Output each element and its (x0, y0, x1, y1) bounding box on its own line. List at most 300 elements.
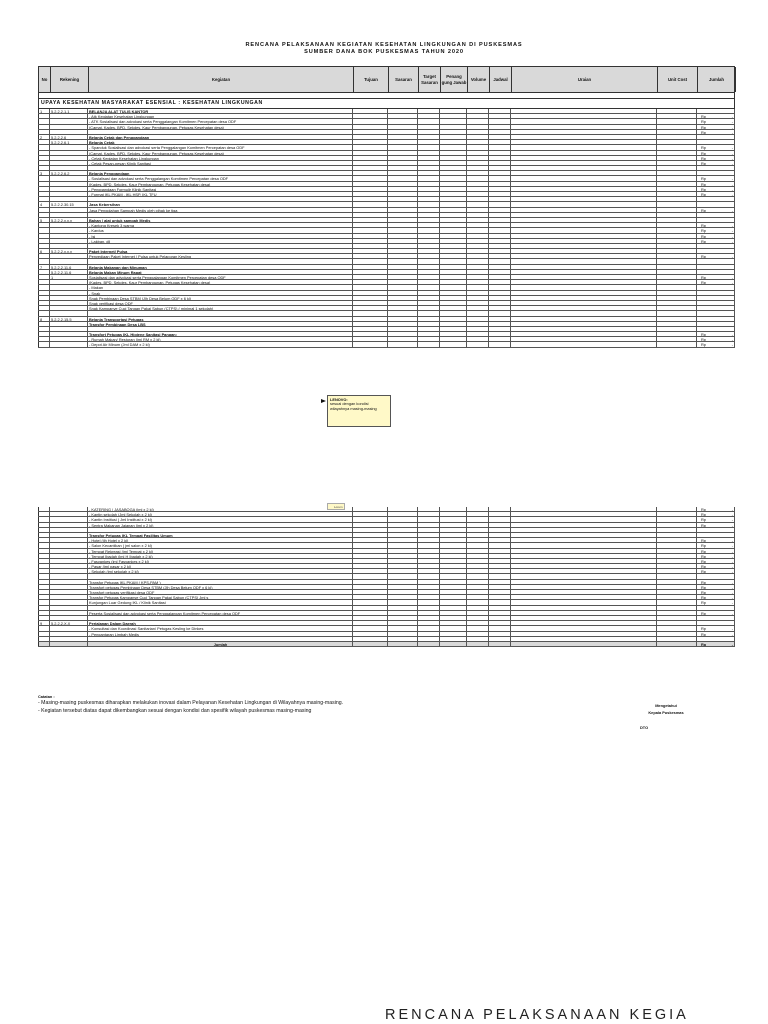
cell-jadwal[interactable] (489, 606, 511, 610)
cell-target-sasaran[interactable] (418, 156, 440, 160)
cell-penanggung-jawab[interactable] (440, 239, 467, 243)
cell-rekening[interactable] (50, 569, 88, 573)
cell-jumlah[interactable] (697, 130, 735, 134)
cell-sasaran[interactable] (388, 533, 418, 537)
cell-unit-cost[interactable] (657, 119, 697, 123)
cell-rekening[interactable]: 5.2.2.2.6.2 (50, 171, 88, 175)
cell-volume[interactable] (467, 538, 489, 542)
cell-sasaran[interactable] (388, 182, 418, 186)
cell-volume[interactable] (467, 156, 489, 160)
cell-jadwal[interactable] (489, 119, 511, 123)
cell-unit-cost[interactable] (657, 311, 697, 315)
cell-jumlah[interactable] (697, 569, 735, 573)
cell-unit-cost[interactable] (657, 538, 697, 542)
cell-no[interactable] (38, 259, 50, 263)
cell-unit-cost[interactable] (657, 600, 697, 604)
cell-volume[interactable] (467, 145, 489, 149)
cell-no[interactable] (38, 606, 50, 610)
total-cell-jumlah[interactable] (697, 642, 735, 646)
cell-uraian[interactable] (511, 595, 657, 599)
cell-rekening[interactable] (50, 223, 88, 227)
cell-no[interactable] (38, 280, 50, 284)
cell-uraian[interactable] (511, 135, 657, 139)
cell-sasaran[interactable] (388, 590, 418, 594)
cell-uraian[interactable] (511, 517, 657, 521)
cell-kegiatan[interactable]: Bahan / alat untuk sampah Medis (88, 218, 353, 222)
cell-jumlah[interactable] (697, 616, 735, 620)
cell-penanggung-jawab[interactable] (440, 166, 467, 170)
cell-jadwal[interactable] (489, 523, 511, 527)
cell-tujuan[interactable] (353, 109, 388, 113)
cell-unit-cost[interactable] (657, 621, 697, 625)
cell-penanggung-jawab[interactable] (440, 265, 467, 269)
cell-kegiatan[interactable]: Paket Internet/ Pulsa (88, 249, 353, 253)
cell-rekening[interactable] (50, 239, 88, 243)
cell-uraian[interactable] (511, 533, 657, 537)
cell-no[interactable] (38, 549, 50, 553)
cell-jadwal[interactable] (489, 306, 511, 310)
cell-jadwal[interactable] (489, 337, 511, 341)
cell-unit-cost[interactable] (657, 130, 697, 134)
cell-unit-cost[interactable] (657, 202, 697, 206)
cell-penanggung-jawab[interactable] (440, 291, 467, 295)
cell-unit-cost[interactable] (657, 187, 697, 191)
cell-kegiatan[interactable]: (Kades, BPD, Sekdes, Kaur Pembangunan, Petugas Kesehatan desa) (88, 182, 353, 186)
cell-tujuan[interactable] (353, 528, 388, 532)
cell-no[interactable] (38, 114, 50, 118)
cell-no[interactable]: 6 (38, 249, 50, 253)
cell-volume[interactable] (467, 285, 489, 289)
cell-volume[interactable] (467, 218, 489, 222)
cell-unit-cost[interactable] (657, 512, 697, 516)
cell-jumlah[interactable] (697, 332, 735, 336)
cell-tujuan[interactable] (353, 156, 388, 160)
cell-volume[interactable] (467, 590, 489, 594)
cell-unit-cost[interactable] (657, 574, 697, 578)
cell-target-sasaran[interactable] (418, 595, 440, 599)
cell-no[interactable] (38, 270, 50, 274)
cell-unit-cost[interactable] (657, 135, 697, 139)
cell-kegiatan[interactable]: Peserta Sosialisasi dan advokasi serta Penggalangan Komitmen Percepatan desa ODF (88, 611, 353, 615)
cell-no[interactable] (38, 616, 50, 620)
cell-jadwal[interactable] (489, 171, 511, 175)
cell-jumlah[interactable] (697, 285, 735, 289)
cell-sasaran[interactable] (388, 580, 418, 584)
cell-volume[interactable] (467, 637, 489, 641)
cell-volume[interactable] (467, 192, 489, 196)
cell-volume[interactable] (467, 317, 489, 321)
cell-uraian[interactable] (511, 637, 657, 641)
cell-sasaran[interactable] (388, 574, 418, 578)
cell-unit-cost[interactable] (657, 208, 697, 212)
cell-kegiatan[interactable]: - Konsultasi dan Koordinasi Sanitarian/ Petugas Kesling ke Dinkes (88, 626, 353, 630)
cell-jadwal[interactable] (489, 611, 511, 615)
total-cell-rekening[interactable] (50, 642, 88, 646)
cell-no[interactable] (38, 342, 50, 346)
cell-rekening[interactable] (50, 306, 88, 310)
cell-tujuan[interactable] (353, 590, 388, 594)
cell-target-sasaran[interactable] (418, 187, 440, 191)
cell-target-sasaran[interactable] (418, 569, 440, 573)
cell-uraian[interactable] (511, 616, 657, 620)
cell-tujuan[interactable] (353, 176, 388, 180)
cell-uraian[interactable] (511, 322, 657, 326)
cell-jadwal[interactable] (489, 291, 511, 295)
cell-unit-cost[interactable] (657, 523, 697, 527)
cell-jadwal[interactable] (489, 234, 511, 238)
cell-target-sasaran[interactable] (418, 208, 440, 212)
cell-uraian[interactable] (511, 332, 657, 336)
cell-volume[interactable] (467, 528, 489, 532)
cell-volume[interactable] (467, 213, 489, 217)
cell-sasaran[interactable] (388, 626, 418, 630)
cell-unit-cost[interactable] (657, 275, 697, 279)
cell-tujuan[interactable] (353, 280, 388, 284)
cell-volume[interactable] (467, 239, 489, 243)
cell-unit-cost[interactable] (657, 291, 697, 295)
cell-tujuan[interactable] (353, 119, 388, 123)
cell-uraian[interactable] (511, 119, 657, 123)
cell-jumlah[interactable] (697, 322, 735, 326)
cell-rekening[interactable]: 5.2.2.2.11.6 (50, 265, 88, 269)
cell-jumlah[interactable] (697, 259, 735, 263)
cell-unit-cost[interactable] (657, 322, 697, 326)
cell-sasaran[interactable] (388, 538, 418, 542)
cell-no[interactable] (38, 590, 50, 594)
cell-rekening[interactable] (50, 114, 88, 118)
cell-jumlah[interactable] (697, 590, 735, 594)
cell-penanggung-jawab[interactable] (440, 559, 467, 563)
total-cell-penanggung-jawab[interactable] (440, 642, 467, 646)
cell-rekening[interactable]: 5.2.2.2.1.1 (50, 109, 88, 113)
cell-sasaran[interactable] (388, 244, 418, 248)
cell-jadwal[interactable] (489, 140, 511, 144)
cell-rekening[interactable] (50, 327, 88, 331)
cell-unit-cost[interactable] (657, 543, 697, 547)
cell-penanggung-jawab[interactable] (440, 512, 467, 516)
cell-no[interactable] (38, 234, 50, 238)
cell-volume[interactable] (467, 549, 489, 553)
cell-target-sasaran[interactable] (418, 580, 440, 584)
cell-tujuan[interactable] (353, 611, 388, 615)
cell-tujuan[interactable] (353, 554, 388, 558)
cell-jumlah[interactable] (697, 317, 735, 321)
cell-kegiatan[interactable] (88, 166, 353, 170)
cell-tujuan[interactable] (353, 244, 388, 248)
cell-jumlah[interactable] (697, 109, 735, 113)
cell-penanggung-jawab[interactable] (440, 337, 467, 341)
cell-rekening[interactable]: 5.2.2.2.11.6 (50, 270, 88, 274)
cell-jadwal[interactable] (489, 626, 511, 630)
cell-jumlah[interactable] (697, 606, 735, 610)
cell-penanggung-jawab[interactable] (440, 114, 467, 118)
cell-penanggung-jawab[interactable] (440, 270, 467, 274)
cell-no[interactable] (38, 182, 50, 186)
cell-penanggung-jawab[interactable] (440, 569, 467, 573)
cell-penanggung-jawab[interactable] (440, 554, 467, 558)
cell-jumlah[interactable] (697, 564, 735, 568)
cell-volume[interactable] (467, 337, 489, 341)
cell-volume[interactable] (467, 140, 489, 144)
cell-sasaran[interactable] (388, 259, 418, 263)
cell-tujuan[interactable] (353, 228, 388, 232)
cell-jadwal[interactable] (489, 166, 511, 170)
cell-rekening[interactable] (50, 332, 88, 336)
cell-target-sasaran[interactable] (418, 538, 440, 542)
cell-target-sasaran[interactable] (418, 228, 440, 232)
cell-jumlah[interactable] (697, 125, 735, 129)
cell-no[interactable] (38, 161, 50, 165)
cell-jadwal[interactable] (489, 301, 511, 305)
cell-penanggung-jawab[interactable] (440, 130, 467, 134)
cell-jadwal[interactable] (489, 156, 511, 160)
cell-jumlah[interactable] (697, 213, 735, 217)
cell-tujuan[interactable] (353, 632, 388, 636)
cell-jumlah[interactable] (697, 342, 735, 346)
cell-jumlah[interactable] (697, 156, 735, 160)
cell-no[interactable] (38, 543, 50, 547)
cell-sasaran[interactable] (388, 296, 418, 300)
cell-tujuan[interactable] (353, 301, 388, 305)
cell-unit-cost[interactable] (657, 249, 697, 253)
cell-jumlah[interactable] (697, 538, 735, 542)
cell-jumlah[interactable] (697, 517, 735, 521)
cell-kegiatan[interactable]: - Cetak Kegiatan Kesehatan Lingkungan (88, 156, 353, 160)
cell-volume[interactable] (467, 296, 489, 300)
cell-no[interactable] (38, 528, 50, 532)
cell-tujuan[interactable] (353, 285, 388, 289)
cell-sasaran[interactable] (388, 317, 418, 321)
cell-no[interactable] (38, 228, 50, 232)
cell-penanggung-jawab[interactable] (440, 275, 467, 279)
cell-no[interactable]: 8 (38, 317, 50, 321)
cell-jumlah[interactable] (697, 176, 735, 180)
cell-tujuan[interactable] (353, 621, 388, 625)
cell-kegiatan[interactable]: - Salon Kecantikan ( jml salon x 2 kl) (88, 543, 353, 547)
cell-no[interactable] (38, 512, 50, 516)
cell-uraian[interactable] (511, 192, 657, 196)
cell-kegiatan[interactable]: - Tempat Rekreasi (jml Tempat x 2 kl) (88, 549, 353, 553)
cell-volume[interactable] (467, 306, 489, 310)
cell-unit-cost[interactable] (657, 213, 697, 217)
cell-jumlah[interactable] (697, 151, 735, 155)
cell-penanggung-jawab[interactable] (440, 517, 467, 521)
cell-volume[interactable] (467, 301, 489, 305)
cell-jumlah[interactable] (697, 244, 735, 248)
cell-uraian[interactable] (511, 554, 657, 558)
cell-no[interactable] (38, 569, 50, 573)
cell-target-sasaran[interactable] (418, 254, 440, 258)
cell-penanggung-jawab[interactable] (440, 585, 467, 589)
cell-rekening[interactable]: 5.2.2.2.6.1 (50, 140, 88, 144)
cell-target-sasaran[interactable] (418, 182, 440, 186)
cell-unit-cost[interactable] (657, 140, 697, 144)
cell-unit-cost[interactable] (657, 317, 697, 321)
cell-no[interactable] (38, 244, 50, 248)
cell-tujuan[interactable] (353, 161, 388, 165)
cell-target-sasaran[interactable] (418, 621, 440, 625)
cell-kegiatan[interactable]: - Pasar (jml pasar x 2 kl) (88, 564, 353, 568)
cell-sasaran[interactable] (388, 342, 418, 346)
cell-no[interactable] (38, 595, 50, 599)
cell-penanggung-jawab[interactable] (440, 156, 467, 160)
cell-tujuan[interactable] (353, 296, 388, 300)
cell-volume[interactable] (467, 322, 489, 326)
cell-uraian[interactable] (511, 125, 657, 129)
cell-volume[interactable] (467, 109, 489, 113)
cell-jumlah[interactable] (697, 223, 735, 227)
cell-volume[interactable] (467, 332, 489, 336)
total-cell-uraian[interactable] (511, 642, 657, 646)
cell-uraian[interactable] (511, 275, 657, 279)
cell-uraian[interactable] (511, 291, 657, 295)
cell-kegiatan[interactable] (88, 327, 353, 331)
cell-jadwal[interactable] (489, 543, 511, 547)
cell-jumlah[interactable] (697, 585, 735, 589)
cell-penanggung-jawab[interactable] (440, 507, 467, 511)
cell-jumlah[interactable] (697, 254, 735, 258)
cell-tujuan[interactable] (353, 306, 388, 310)
cell-volume[interactable] (467, 585, 489, 589)
cell-kegiatan[interactable]: - Isi (88, 234, 353, 238)
cell-jadwal[interactable] (489, 161, 511, 165)
cell-uraian[interactable] (511, 538, 657, 542)
cell-jumlah[interactable] (697, 135, 735, 139)
cell-unit-cost[interactable] (657, 549, 697, 553)
cell-jumlah[interactable] (697, 187, 735, 191)
cell-jumlah[interactable] (697, 549, 735, 553)
cell-no[interactable] (38, 119, 50, 123)
cell-jumlah[interactable] (697, 621, 735, 625)
cell-uraian[interactable] (511, 228, 657, 232)
cell-penanggung-jawab[interactable] (440, 600, 467, 604)
cell-tujuan[interactable] (353, 637, 388, 641)
cell-kegiatan[interactable]: Sosialisasi dan advokasi serta Penggalangan Komitmen Percepatan desa ODF (88, 275, 353, 279)
cell-jadwal[interactable] (489, 270, 511, 274)
cell-sasaran[interactable] (388, 595, 418, 599)
cell-penanggung-jawab[interactable] (440, 632, 467, 636)
cell-kegiatan[interactable]: BELANJA ALAT TULIS KANTOR (88, 109, 353, 113)
cell-tujuan[interactable] (353, 600, 388, 604)
cell-target-sasaran[interactable] (418, 523, 440, 527)
cell-tujuan[interactable] (353, 580, 388, 584)
cell-jadwal[interactable] (489, 182, 511, 186)
cell-jumlah[interactable] (697, 192, 735, 196)
cell-rekening[interactable] (50, 130, 88, 134)
total-cell-jadwal[interactable] (489, 642, 511, 646)
cell-no[interactable]: 2 (38, 135, 50, 139)
cell-kegiatan[interactable]: Transfort petugas Pembinaan Desa STBM (Jlh Desa Belum ODF x 6 kl) (88, 585, 353, 589)
cell-tujuan[interactable] (353, 166, 388, 170)
cell-rekening[interactable] (50, 559, 88, 563)
cell-volume[interactable] (467, 119, 489, 123)
cell-target-sasaran[interactable] (418, 259, 440, 263)
cell-no[interactable] (38, 626, 50, 630)
cell-jadwal[interactable] (489, 616, 511, 620)
cell-tujuan[interactable] (353, 202, 388, 206)
cell-unit-cost[interactable] (657, 223, 697, 227)
cell-target-sasaran[interactable] (418, 223, 440, 227)
cell-unit-cost[interactable] (657, 151, 697, 155)
cell-tujuan[interactable] (353, 187, 388, 191)
cell-unit-cost[interactable] (657, 632, 697, 636)
cell-uraian[interactable] (511, 327, 657, 331)
cell-jadwal[interactable] (489, 285, 511, 289)
cell-no[interactable] (38, 166, 50, 170)
cell-jadwal[interactable] (489, 559, 511, 563)
cell-unit-cost[interactable] (657, 306, 697, 310)
cell-kegiatan[interactable]: Jasa Kebersihan (88, 202, 353, 206)
cell-penanggung-jawab[interactable] (440, 280, 467, 284)
cell-target-sasaran[interactable] (418, 161, 440, 165)
cell-target-sasaran[interactable] (418, 249, 440, 253)
cell-target-sasaran[interactable] (418, 119, 440, 123)
cell-sasaran[interactable] (388, 543, 418, 547)
cell-kegiatan[interactable]: - Sosialisasi dan advokasi serta Penggalangan Komitmen Percepatan desa ODF (88, 176, 353, 180)
cell-volume[interactable] (467, 616, 489, 620)
cell-tujuan[interactable] (353, 218, 388, 222)
cell-unit-cost[interactable] (657, 145, 697, 149)
cell-target-sasaran[interactable] (418, 192, 440, 196)
cell-kegiatan[interactable]: - Pengantaran Limbah Medis (88, 632, 353, 636)
cell-target-sasaran[interactable] (418, 202, 440, 206)
cell-tujuan[interactable] (353, 114, 388, 118)
cell-tujuan[interactable] (353, 125, 388, 129)
cell-volume[interactable] (467, 611, 489, 615)
comment-indicator-icon[interactable] (321, 399, 326, 403)
cell-target-sasaran[interactable] (418, 135, 440, 139)
cell-jumlah[interactable] (697, 512, 735, 516)
cell-no[interactable]: 7 (38, 265, 50, 269)
cell-sasaran[interactable] (388, 218, 418, 222)
cell-unit-cost[interactable] (657, 342, 697, 346)
cell-volume[interactable] (467, 533, 489, 537)
cell-jumlah[interactable] (697, 574, 735, 578)
cell-no[interactable] (38, 197, 50, 201)
cell-jadwal[interactable] (489, 259, 511, 263)
cell-no[interactable]: 9 (38, 621, 50, 625)
cell-rekening[interactable] (50, 574, 88, 578)
cell-uraian[interactable] (511, 632, 657, 636)
cell-no[interactable] (38, 554, 50, 558)
cell-jadwal[interactable] (489, 109, 511, 113)
cell-no[interactable] (38, 600, 50, 604)
cell-unit-cost[interactable] (657, 239, 697, 243)
cell-target-sasaran[interactable] (418, 140, 440, 144)
cell-rekening[interactable] (50, 523, 88, 527)
cell-tujuan[interactable] (353, 512, 388, 516)
cell-unit-cost[interactable] (657, 114, 697, 118)
cell-target-sasaran[interactable] (418, 342, 440, 346)
cell-jadwal[interactable] (489, 244, 511, 248)
cell-volume[interactable] (467, 554, 489, 558)
total-cell-sasaran[interactable] (388, 642, 418, 646)
cell-jumlah[interactable] (697, 265, 735, 269)
cell-rekening[interactable] (50, 182, 88, 186)
cell-tujuan[interactable] (353, 523, 388, 527)
cell-jadwal[interactable] (489, 637, 511, 641)
cell-rekening[interactable] (50, 512, 88, 516)
cell-volume[interactable] (467, 275, 489, 279)
cell-jadwal[interactable] (489, 145, 511, 149)
cell-unit-cost[interactable] (657, 265, 697, 269)
cell-penanggung-jawab[interactable] (440, 574, 467, 578)
cell-volume[interactable] (467, 259, 489, 263)
cell-target-sasaran[interactable] (418, 517, 440, 521)
cell-kegiatan[interactable]: - Sentra Makanan Jajanan (jml x 2 kl) (88, 523, 353, 527)
cell-kegiatan[interactable]: Transfor Pembinaan Desa LBS (88, 322, 353, 326)
cell-jadwal[interactable] (489, 528, 511, 532)
